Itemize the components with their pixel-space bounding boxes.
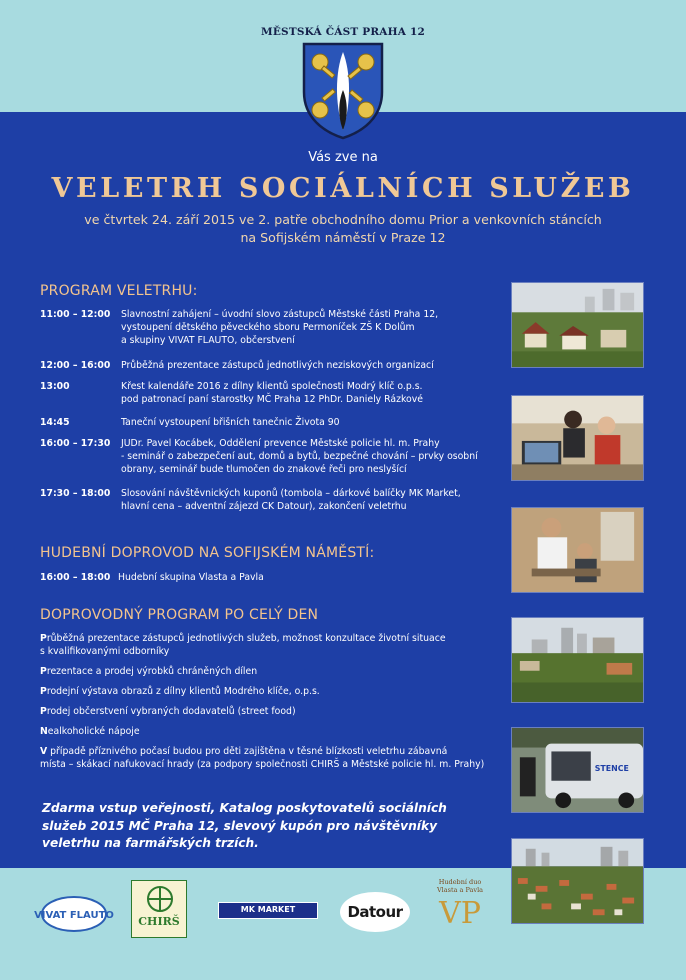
program-line: obrany, seminář bude tlumočen do znakové řeči pro neslyšící bbox=[121, 464, 407, 475]
item-text-line2: s kvalifikovanými odborníky bbox=[40, 646, 170, 657]
mk-market-logo bbox=[218, 902, 318, 919]
program-row bbox=[40, 437, 480, 476]
item-text: rezentace a prodej výrobků chráněných dílen bbox=[46, 666, 258, 677]
accompanying-item bbox=[40, 632, 495, 658]
program-text bbox=[121, 416, 480, 429]
item-initial: P bbox=[40, 666, 47, 677]
accompanying-item bbox=[40, 745, 495, 771]
program-line: Křest kalendáře 2016 z dílny klientů společnosti Modrý klíč o.p.s. bbox=[121, 381, 423, 392]
program-row bbox=[40, 416, 480, 429]
note-line: Zdarma vstup veřejnosti, Katalog poskytovatelů sociálních bbox=[42, 801, 447, 815]
accompanying-item bbox=[40, 725, 495, 738]
accompanying-item bbox=[40, 705, 495, 718]
item-text-line2: místa – skákací nafukovací hrady (za podpory společnosti CHIRŠ a Městské policie hl. m. Prahy) bbox=[40, 759, 485, 770]
duo-line: Vlasta a Pavla bbox=[436, 886, 484, 894]
program-row bbox=[40, 380, 480, 406]
program-time: 11:00 – 12:00 bbox=[40, 309, 111, 320]
sponsor-logos bbox=[0, 868, 686, 980]
training-photo bbox=[511, 507, 644, 593]
program-time: 16:00 – 17:30 bbox=[40, 438, 111, 449]
program-line: a skupiny VIVAT FLAUTO, občerstvení bbox=[121, 335, 295, 346]
program-line: Taneční vystoupení břišních tanečnic Života 90 bbox=[121, 417, 340, 428]
program-line: Průběžná prezentace zástupců jednotlivých neziskových organizací bbox=[121, 360, 434, 371]
program-time: 12:00 – 16:00 bbox=[40, 360, 111, 371]
item-initial: V bbox=[40, 746, 48, 757]
district-name: MĚSTSKÁ ČÁST PRAHA 12 bbox=[261, 26, 425, 38]
item-text: rodejní výstava obrazů z dílny klientů Modrého klíče, o.p.s. bbox=[46, 686, 320, 697]
program-time: 14:45 bbox=[40, 417, 70, 428]
item-text: ealkoholické nápoje bbox=[47, 726, 140, 737]
duo-mark: VP bbox=[439, 896, 481, 931]
note-line: služeb 2015 MČ Praha 12, slevový kupón pro návštěvníky bbox=[42, 818, 438, 833]
program-text bbox=[121, 437, 480, 476]
program-line: vystoupení dětského pěveckého sboru Permoníček ZŠ K Dolům bbox=[121, 322, 415, 333]
item-initial: P bbox=[40, 686, 47, 697]
accompanying-item bbox=[40, 665, 495, 678]
invite-text: Vás zve na bbox=[308, 150, 378, 165]
accompanying-item bbox=[40, 685, 495, 698]
program-heading: PROGRAM VELETRHU: bbox=[40, 283, 198, 299]
duo-line: Hudební duo bbox=[438, 878, 482, 886]
item-initial: N bbox=[40, 726, 48, 737]
item-initial: P bbox=[40, 633, 47, 644]
item-text: rodej občerstvení vybraných dodavatelů (street food) bbox=[46, 706, 296, 717]
program-text bbox=[121, 380, 480, 406]
program-line: Slavnostní zahájení – úvodní slovo zástupců Městské části Praha 12, bbox=[121, 309, 439, 320]
item-text: případě příznivého počasí budou pro děti zajištěna v těsné blízkosti veletrhu zábavná bbox=[47, 746, 448, 757]
city-houses-photo bbox=[511, 282, 644, 368]
program-line: pod patronací paní starostky MČ Praha 12 PhDr. Daniely Rázkové bbox=[121, 394, 423, 405]
coat-of-arms-icon bbox=[300, 40, 386, 140]
datour-logo-text: Datour bbox=[347, 903, 403, 921]
free-entry-note bbox=[42, 800, 462, 853]
datour-logo bbox=[340, 892, 410, 932]
service-van-photo bbox=[511, 727, 644, 813]
music-time: 16:00 – 18:00 bbox=[40, 572, 111, 583]
item-text: růběžná prezentace zástupců jednotlivých služeb, možnost konzultace životní situace bbox=[46, 633, 446, 644]
program-text bbox=[121, 487, 480, 513]
program-line: hlavní cena – adventní zájezd CK Datour), zakončení veletrhu bbox=[121, 501, 407, 512]
music-line bbox=[40, 571, 480, 584]
program-row bbox=[40, 487, 480, 513]
program-line: - seminář o zabezpečení aut, domů a bytů, bezpečné chování – prvky osobní bbox=[121, 451, 478, 462]
mk-logo-text: MK MARKET bbox=[240, 905, 296, 914]
chirs-mark-icon bbox=[146, 885, 174, 913]
music-text: Hudební skupina Vlasta a Pavla bbox=[118, 572, 264, 583]
subtitle bbox=[0, 211, 686, 247]
vlasta-pavla-logo bbox=[432, 878, 488, 954]
vivat-logo-text: VIVAT FLAUTO bbox=[34, 910, 114, 921]
subtitle-line: ve čtvrtek 24. září 2015 ve 2. patře obchodního domu Prior a venkovních stáncích bbox=[84, 212, 602, 227]
page-title: VELETRH SOCIÁLNÍCH SLUŽEB bbox=[51, 173, 635, 204]
program-time: 17:30 – 18:00 bbox=[40, 488, 111, 499]
duo-name bbox=[432, 878, 488, 894]
van-sign: STENCE bbox=[594, 764, 629, 773]
program-text bbox=[121, 359, 480, 372]
program-time: 13:00 bbox=[40, 381, 70, 392]
chirs-logo-text: CHIRŠ bbox=[138, 915, 180, 928]
accompanying-heading: DOPROVODNÝ PROGRAM PO CELÝ DEN bbox=[40, 607, 319, 623]
note-line: veletrhu na farmářských trzích. bbox=[42, 836, 259, 850]
vivat-flauto-logo bbox=[34, 894, 114, 934]
program-line: Slosování návštěvnických kuponů (tombola – dárkové balíčky MK Market, bbox=[121, 488, 461, 499]
workshop-photo bbox=[511, 395, 644, 481]
chirs-logo bbox=[131, 880, 187, 938]
program-line: JUDr. Pavel Kocábek, Oddělení prevence Městské policie hl. m. Prahy bbox=[121, 438, 440, 449]
program-row bbox=[40, 308, 480, 347]
program-text bbox=[121, 308, 480, 347]
subtitle-line: na Sofijském náměstí v Praze 12 bbox=[240, 230, 446, 245]
city-panorama-photo bbox=[511, 617, 644, 703]
music-heading: HUDEBNÍ DOPROVOD NA SOFIJSKÉM NÁMĚSTÍ: bbox=[40, 545, 375, 561]
item-initial: P bbox=[40, 706, 47, 717]
program-row bbox=[40, 359, 480, 372]
